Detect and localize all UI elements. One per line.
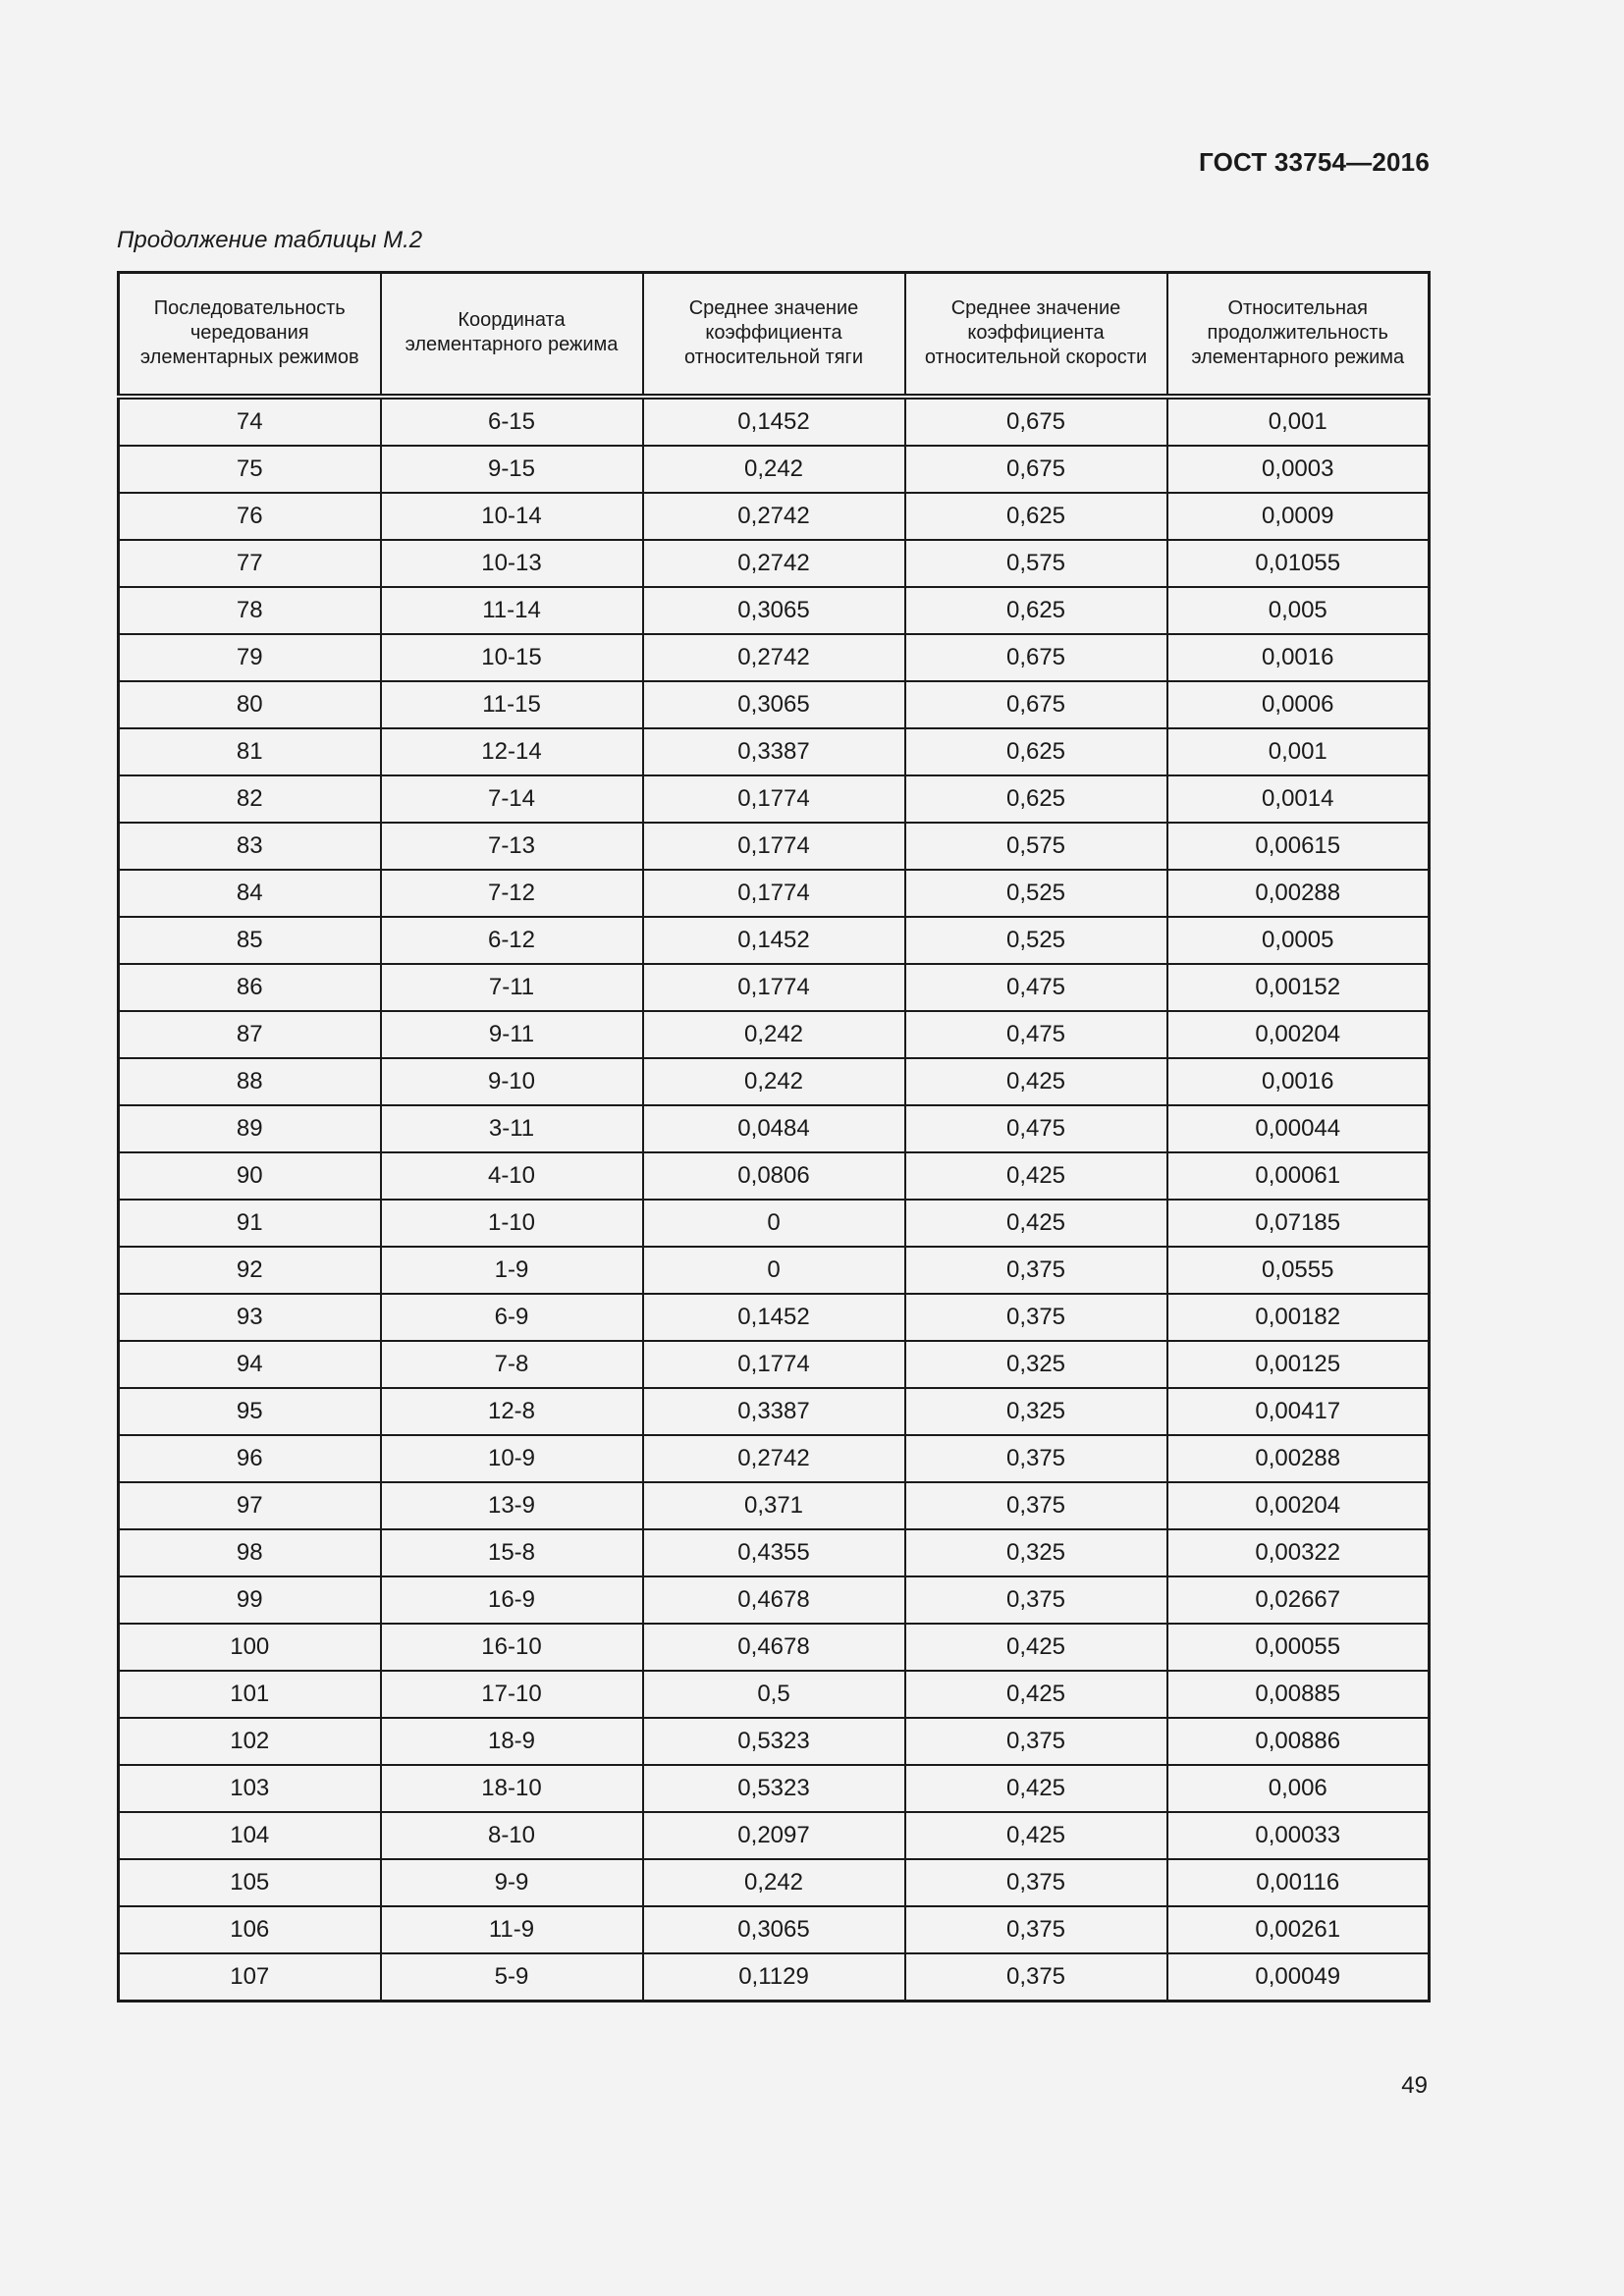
cell-coordinate: 10-13 [381,540,643,587]
cell-thrust-coefficient: 0,4678 [643,1624,905,1671]
cell-coordinate: 7-11 [381,964,643,1011]
cell-relative-duration: 0,00055 [1167,1624,1430,1671]
cell-sequence: 78 [119,587,381,634]
cell-thrust-coefficient: 0,242 [643,1058,905,1105]
cell-relative-duration: 0,0014 [1167,775,1430,823]
column-header-relative-duration: Относительная продолжительность элементарного режима [1167,273,1430,398]
cell-sequence: 107 [119,1953,381,2002]
cell-relative-duration: 0,0016 [1167,1058,1430,1105]
cell-relative-duration: 0,00288 [1167,870,1430,917]
cell-speed-coefficient: 0,675 [905,634,1167,681]
cell-sequence: 98 [119,1529,381,1576]
cell-relative-duration: 0,07185 [1167,1200,1430,1247]
table-row [119,1529,1430,1576]
cell-relative-duration: 0,00204 [1167,1011,1430,1058]
table-row [119,1624,1430,1671]
column-header-speed-coefficient: Среднее значение коэффициента относительной скорости [905,273,1167,398]
cell-sequence: 103 [119,1765,381,1812]
cell-sequence: 91 [119,1200,381,1247]
cell-coordinate: 7-12 [381,870,643,917]
cell-speed-coefficient: 0,575 [905,823,1167,870]
cell-thrust-coefficient: 0,2742 [643,634,905,681]
table-row [119,540,1430,587]
cell-coordinate: 11-14 [381,587,643,634]
cell-relative-duration: 0,001 [1167,397,1430,446]
cell-coordinate: 4-10 [381,1152,643,1200]
cell-speed-coefficient: 0,675 [905,681,1167,728]
cell-speed-coefficient: 0,425 [905,1812,1167,1859]
cell-speed-coefficient: 0,325 [905,1341,1167,1388]
cell-sequence: 79 [119,634,381,681]
cell-coordinate: 16-9 [381,1576,643,1624]
cell-relative-duration: 0,00152 [1167,964,1430,1011]
cell-speed-coefficient: 0,375 [905,1435,1167,1482]
cell-relative-duration: 0,0009 [1167,493,1430,540]
cell-coordinate: 6-12 [381,917,643,964]
cell-thrust-coefficient: 0,1774 [643,1341,905,1388]
table-row [119,1011,1430,1058]
table-row [119,1671,1430,1718]
cell-speed-coefficient: 0,375 [905,1859,1167,1906]
cell-coordinate: 17-10 [381,1671,643,1718]
cell-coordinate: 13-9 [381,1482,643,1529]
cell-speed-coefficient: 0,325 [905,1388,1167,1435]
cell-coordinate: 12-8 [381,1388,643,1435]
cell-thrust-coefficient: 0 [643,1247,905,1294]
table-row [119,1294,1430,1341]
cell-speed-coefficient: 0,475 [905,1011,1167,1058]
table-row [119,775,1430,823]
table-row [119,1247,1430,1294]
cell-sequence: 100 [119,1624,381,1671]
cell-speed-coefficient: 0,475 [905,964,1167,1011]
cell-speed-coefficient: 0,375 [905,1953,1167,2002]
table-row [119,870,1430,917]
table-row [119,1058,1430,1105]
cell-sequence: 95 [119,1388,381,1435]
table-row [119,823,1430,870]
cell-relative-duration: 0,00044 [1167,1105,1430,1152]
cell-coordinate: 10-9 [381,1435,643,1482]
cell-coordinate: 5-9 [381,1953,643,2002]
cell-thrust-coefficient: 0,1774 [643,775,905,823]
cell-relative-duration: 0,00886 [1167,1718,1430,1765]
table-row [119,1765,1430,1812]
table-row [119,964,1430,1011]
table-row [119,1953,1430,2002]
table-row [119,917,1430,964]
cell-relative-duration: 0,00288 [1167,1435,1430,1482]
cell-sequence: 82 [119,775,381,823]
cell-sequence: 77 [119,540,381,587]
cell-thrust-coefficient: 0,1774 [643,870,905,917]
table-row [119,1341,1430,1388]
cell-relative-duration: 0,00261 [1167,1906,1430,1953]
cell-thrust-coefficient: 0 [643,1200,905,1247]
cell-speed-coefficient: 0,525 [905,917,1167,964]
cell-speed-coefficient: 0,375 [905,1294,1167,1341]
table-row [119,1859,1430,1906]
cell-relative-duration: 0,00125 [1167,1341,1430,1388]
cell-relative-duration: 0,006 [1167,1765,1430,1812]
table-row [119,1435,1430,1482]
cell-thrust-coefficient: 0,1452 [643,1294,905,1341]
cell-sequence: 75 [119,446,381,493]
cell-relative-duration: 0,00049 [1167,1953,1430,2002]
cell-relative-duration: 0,00322 [1167,1529,1430,1576]
cell-thrust-coefficient: 0,242 [643,446,905,493]
cell-thrust-coefficient: 0,5323 [643,1718,905,1765]
cell-sequence: 101 [119,1671,381,1718]
table-row [119,1718,1430,1765]
cell-thrust-coefficient: 0,3065 [643,587,905,634]
cell-sequence: 104 [119,1812,381,1859]
cell-sequence: 88 [119,1058,381,1105]
cell-thrust-coefficient: 0,1452 [643,397,905,446]
cell-thrust-coefficient: 0,1129 [643,1953,905,2002]
cell-relative-duration: 0,001 [1167,728,1430,775]
cell-thrust-coefficient: 0,2742 [643,1435,905,1482]
table-row [119,587,1430,634]
cell-thrust-coefficient: 0,3387 [643,1388,905,1435]
column-header-thrust-coefficient: Среднее значение коэффициента относительной тяги [643,273,905,398]
cell-coordinate: 9-15 [381,446,643,493]
cell-relative-duration: 0,0016 [1167,634,1430,681]
table-row [119,1152,1430,1200]
cell-coordinate: 18-10 [381,1765,643,1812]
cell-coordinate: 10-14 [381,493,643,540]
cell-thrust-coefficient: 0,242 [643,1011,905,1058]
cell-sequence: 74 [119,397,381,446]
cell-speed-coefficient: 0,575 [905,540,1167,587]
cell-thrust-coefficient: 0,4355 [643,1529,905,1576]
cell-sequence: 94 [119,1341,381,1388]
cell-speed-coefficient: 0,325 [905,1529,1167,1576]
cell-coordinate: 10-15 [381,634,643,681]
cell-sequence: 97 [119,1482,381,1529]
table-row [119,1482,1430,1529]
cell-coordinate: 1-10 [381,1200,643,1247]
cell-speed-coefficient: 0,375 [905,1718,1167,1765]
cell-speed-coefficient: 0,625 [905,493,1167,540]
document-code: ГОСТ 33754—2016 [1199,147,1430,177]
cell-relative-duration: 0,0006 [1167,681,1430,728]
table-row [119,681,1430,728]
cell-thrust-coefficient: 0,371 [643,1482,905,1529]
column-header-coordinate: Координата элементарного режима [381,273,643,398]
table-row [119,1576,1430,1624]
cell-speed-coefficient: 0,375 [905,1247,1167,1294]
cell-thrust-coefficient: 0,1452 [643,917,905,964]
cell-sequence: 81 [119,728,381,775]
cell-speed-coefficient: 0,625 [905,728,1167,775]
cell-relative-duration: 0,00182 [1167,1294,1430,1341]
table-row [119,1200,1430,1247]
table-row [119,1388,1430,1435]
table-body [119,397,1430,2002]
cell-speed-coefficient: 0,375 [905,1576,1167,1624]
cell-speed-coefficient: 0,625 [905,587,1167,634]
cell-thrust-coefficient: 0,5323 [643,1765,905,1812]
cell-sequence: 106 [119,1906,381,1953]
cell-sequence: 85 [119,917,381,964]
cell-coordinate: 7-14 [381,775,643,823]
cell-coordinate: 9-11 [381,1011,643,1058]
cell-sequence: 89 [119,1105,381,1152]
cell-speed-coefficient: 0,525 [905,870,1167,917]
cell-sequence: 76 [119,493,381,540]
cell-thrust-coefficient: 0,3387 [643,728,905,775]
cell-sequence: 90 [119,1152,381,1200]
cell-sequence: 84 [119,870,381,917]
cell-relative-duration: 0,0003 [1167,446,1430,493]
cell-relative-duration: 0,02667 [1167,1576,1430,1624]
column-header-sequence: Последовательность чередования элементарных режимов [119,273,381,398]
mode-table [117,271,1431,2002]
cell-sequence: 87 [119,1011,381,1058]
cell-thrust-coefficient: 0,3065 [643,681,905,728]
cell-speed-coefficient: 0,675 [905,397,1167,446]
cell-speed-coefficient: 0,425 [905,1671,1167,1718]
cell-thrust-coefficient: 0,5 [643,1671,905,1718]
cell-sequence: 92 [119,1247,381,1294]
cell-speed-coefficient: 0,425 [905,1765,1167,1812]
cell-relative-duration: 0,01055 [1167,540,1430,587]
cell-coordinate: 18-9 [381,1718,643,1765]
cell-relative-duration: 0,00033 [1167,1812,1430,1859]
cell-relative-duration: 0,00204 [1167,1482,1430,1529]
header-row [119,273,1430,398]
cell-sequence: 102 [119,1718,381,1765]
cell-coordinate: 9-10 [381,1058,643,1105]
table-row [119,1812,1430,1859]
cell-thrust-coefficient: 0,1774 [643,823,905,870]
cell-thrust-coefficient: 0,2742 [643,540,905,587]
cell-relative-duration: 0,0005 [1167,917,1430,964]
table-row [119,493,1430,540]
cell-relative-duration: 0,00417 [1167,1388,1430,1435]
cell-relative-duration: 0,00116 [1167,1859,1430,1906]
cell-speed-coefficient: 0,425 [905,1058,1167,1105]
cell-coordinate: 7-13 [381,823,643,870]
cell-coordinate: 1-9 [381,1247,643,1294]
cell-coordinate: 12-14 [381,728,643,775]
cell-coordinate: 9-9 [381,1859,643,1906]
cell-relative-duration: 0,00615 [1167,823,1430,870]
cell-relative-duration: 0,005 [1167,587,1430,634]
cell-thrust-coefficient: 0,242 [643,1859,905,1906]
cell-speed-coefficient: 0,425 [905,1152,1167,1200]
cell-relative-duration: 0,0555 [1167,1247,1430,1294]
page-number: 49 [1401,2072,1428,2099]
cell-coordinate: 15-8 [381,1529,643,1576]
cell-speed-coefficient: 0,425 [905,1624,1167,1671]
cell-sequence: 96 [119,1435,381,1482]
cell-thrust-coefficient: 0,0806 [643,1152,905,1200]
cell-coordinate: 16-10 [381,1624,643,1671]
cell-thrust-coefficient: 0,2742 [643,493,905,540]
cell-coordinate: 11-9 [381,1906,643,1953]
cell-speed-coefficient: 0,375 [905,1482,1167,1529]
cell-sequence: 93 [119,1294,381,1341]
table-row [119,728,1430,775]
cell-coordinate: 11-15 [381,681,643,728]
cell-coordinate: 6-15 [381,397,643,446]
cell-coordinate: 3-11 [381,1105,643,1152]
table-row [119,446,1430,493]
cell-relative-duration: 0,00885 [1167,1671,1430,1718]
cell-sequence: 83 [119,823,381,870]
table-row [119,1906,1430,1953]
cell-relative-duration: 0,00061 [1167,1152,1430,1200]
cell-coordinate: 7-8 [381,1341,643,1388]
cell-coordinate: 8-10 [381,1812,643,1859]
cell-speed-coefficient: 0,625 [905,775,1167,823]
cell-thrust-coefficient: 0,2097 [643,1812,905,1859]
cell-sequence: 80 [119,681,381,728]
cell-speed-coefficient: 0,475 [905,1105,1167,1152]
cell-thrust-coefficient: 0,3065 [643,1906,905,1953]
cell-speed-coefficient: 0,375 [905,1906,1167,1953]
table-row [119,1105,1430,1152]
table-caption: Продолжение таблицы М.2 [117,227,423,253]
cell-sequence: 105 [119,1859,381,1906]
table-row [119,634,1430,681]
cell-thrust-coefficient: 0,1774 [643,964,905,1011]
cell-coordinate: 6-9 [381,1294,643,1341]
cell-speed-coefficient: 0,425 [905,1200,1167,1247]
cell-thrust-coefficient: 0,0484 [643,1105,905,1152]
cell-sequence: 86 [119,964,381,1011]
table-row [119,397,1430,446]
cell-speed-coefficient: 0,675 [905,446,1167,493]
cell-thrust-coefficient: 0,4678 [643,1576,905,1624]
cell-sequence: 99 [119,1576,381,1624]
table-header [119,273,1430,398]
